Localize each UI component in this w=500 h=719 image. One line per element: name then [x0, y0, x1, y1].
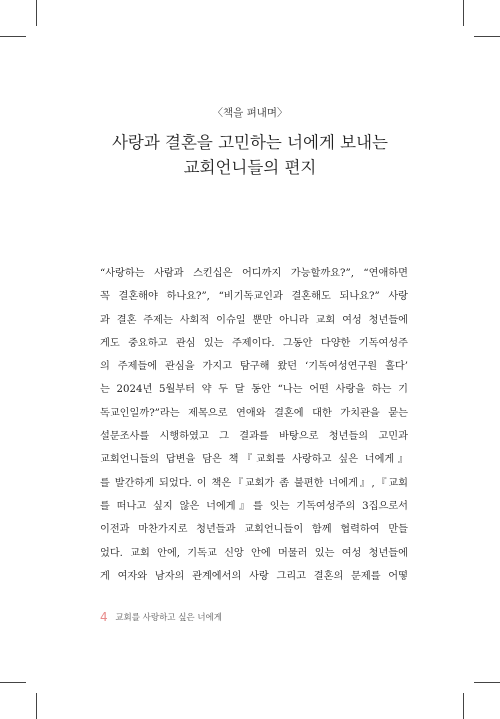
body-line: 독교인일까?”라는 제목으로 연애와 결혼에 대한 가치관을 묻는 [100, 407, 408, 419]
page-number: 4 [100, 610, 108, 624]
body-line: 꼭 결혼해야 하나요?”, “비기독교인과 결혼해도 되나요?” 사랑 [100, 291, 408, 303]
page-footer [100, 609, 222, 625]
body-line: 를 떠나고 싶지 않은 너에게』를 잇는 기독여성주의 3집으로서 [100, 500, 408, 512]
body-paragraph [100, 262, 408, 588]
page-title [0, 130, 500, 180]
body-line: “사랑하는 사람과 스킨십은 어디까지 가능할까요?”, “연애하면 [100, 268, 408, 279]
title-line: 교회언니들의 편지 [183, 158, 317, 177]
running-title: 교회를 사랑하고 싶은 너에게 [115, 613, 222, 623]
body-line: 를 발간하게 되었다. 이 책은『교회가 좀 불편한 너에게』,『교회 [100, 477, 408, 489]
body-line: 교회언니들의 답변을 담은 책『교회를 사랑하고 싶은 너에게』 [100, 454, 408, 466]
title-line: 사랑과 결혼을 고민하는 너에게 보내는 [111, 133, 388, 152]
body-line: 과 결혼 주제는 사회적 이슈일 뿐만 아니라 교회 여성 청년들에 [100, 314, 408, 326]
body-line: 설문조사를 시행하였고 그 결과를 바탕으로 청년들의 고민과 [100, 431, 408, 443]
body-line: 이전과 마찬가지로 청년들과 교회언니들이 함께 협력하여 만들 [100, 524, 408, 536]
body-line: 의 주제들에 관심을 가지고 탐구해 왔던 ‘기독여성연구원 홀다’ [100, 361, 408, 373]
body-line: 게 여자와 남자의 관계에서의 사랑 그리고 결혼의 문제를 어떻 [100, 570, 408, 582]
body-line: 었다. 교회 안에, 기독교 신앙 안에 머물러 있는 여성 청년들에 [100, 547, 408, 559]
body-line: 게도 중요하고 관심 있는 주제이다. 그동안 다양한 기독여성주 [100, 337, 408, 349]
section-label: 〈책을 펴내며〉 [212, 107, 288, 119]
body-line: 는 2024년 5월부터 약 두 달 동안 “나는 어떤 사랑을 하는 기 [100, 384, 408, 396]
